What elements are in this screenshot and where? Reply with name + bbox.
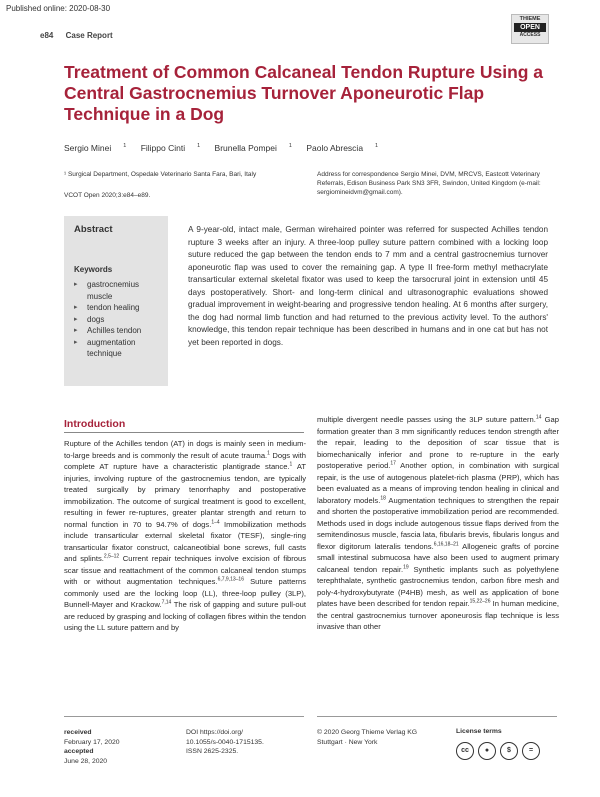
body-text: Current repair techniques involve excision of fibrous scar tissue and reattachment of the common calcaneal tendon stumps with or without augmentation techniques. — [64, 554, 306, 586]
body-text: Suture patterns commonly used are the locking loop (LL), three-loop pulley (3LP), Bunnell-Mayer and Krackow. — [64, 577, 306, 609]
body-text: Augmentation techniques to strengthen the repair and shorten the postoperative immobilization period are recommended. Methods used in dogs include autogenous tissue flaps derived from the semitendinosus muscle, fascia lata, fibularis brevis, fibularis longus and flexor digitorum lateralis tendons. — [317, 495, 559, 551]
keyword: ▸ Achilles tendon — [74, 325, 166, 337]
doi-block — [186, 728, 264, 757]
article-title: Treatment of Common Calcaneal Tendon Rupture Using a Central Gastrocnemius Turnover Aponeurotic Flap Technique in a Dog — [64, 62, 544, 124]
citation-ref[interactable]: 17 — [390, 460, 396, 467]
page-number: e84 — [40, 31, 54, 40]
doi-number: 10.1055/s-0040-1715135. — [186, 738, 264, 746]
correspondence — [317, 170, 557, 197]
citation-ref[interactable]: 7,14 — [161, 599, 172, 606]
body-text: Dogs with complete AT rupture have a characteristic plantigrade stance. — [64, 450, 306, 471]
body-text: multiple divergent needle passes using the 3LP suture pattern. — [317, 415, 536, 424]
correspondence-label: Address for correspondence — [317, 171, 399, 178]
body-text: Another option, in combination with surgical repair, is the use of autogenous platelet-rich plasma (PRP), which has been evaluated as a means of improving tendon healing in clinical and laboratory models. — [317, 461, 559, 505]
author: Filippo Cinti $^1$ — [140, 143, 201, 153]
citation: VCOT Open 2020;3:e84–e89. — [64, 192, 151, 199]
keyword: ▸ tendon healing — [74, 302, 166, 314]
body-text: Synthetic implants such as polyethylene terephthalate, synthetic gastrocnemius tendon, carbon fibre mesh and poly-4-hydroxybutyrate (P4HB) mesh, as well as application of bone plates have been described for tendon repair. — [317, 564, 559, 608]
affiliation: ¹ Surgical Department, Ospedale Veterinario Santa Fara, Bari, Italy — [64, 171, 257, 178]
nd-icon: = — [522, 742, 540, 760]
cc-icon: cc — [456, 742, 474, 760]
nc-icon: $ — [500, 742, 518, 760]
citation-ref[interactable]: 19 — [403, 563, 409, 570]
by-icon: ● — [478, 742, 496, 760]
section-label: Case Report — [65, 31, 113, 40]
citation-ref[interactable]: 15,22–26 — [469, 598, 491, 605]
issn: ISSN 2625-2325. — [186, 748, 239, 755]
accepted-date: June 28, 2020 — [64, 757, 108, 765]
body-text: Rupture of the Achilles tendon (AT) in dogs is mainly seen in medium-to-large breeds and is commonly the result of acute trauma. — [64, 439, 306, 460]
citation-ref[interactable]: 18 — [380, 494, 386, 501]
accepted-label: accepted — [64, 748, 94, 755]
published-online: Published online: 2020-08-30 — [6, 4, 111, 13]
citation-ref[interactable]: 14 — [535, 414, 542, 421]
footer-rule — [64, 716, 304, 717]
author: Paolo Abrescia $^1$ — [306, 143, 379, 153]
keyword: ▸ dogs — [74, 314, 166, 326]
abstract-heading: Abstract — [74, 224, 113, 235]
received-date: February 17, 2020 — [64, 738, 120, 746]
copyright-block: © 2020 Georg Thieme Verlag KG Stuttgart · New York — [317, 729, 418, 746]
abstract-text: A 9-year-old, intact male, German wirehaired pointer was referred for suspected Achilles tendon rupture 3 weeks after an injury. A three-loop pulley suture pattern combined with a locking loop suture reduced the gap between the tendon ends to 7 mm and a central gastrocnemius turnover aponeurotic flap was used to cover the remaining gap. A type II free-form methyl methacrylate transarticular external skeletal fixator was used to keep the tarsocrural joint in extension until 45 days postoperatively. Short- and long-term clinical and ultrasonographic evaluations showed gradual improvement in weight-bearing and progressive tendon healing. At 6 months after surgery, the dog had normal limb function and had returned to the previous activity level. To the authors' knowledge, this tendon repair technique has been described in humans and in one cat but has not yet been reported in dogs. — [188, 225, 548, 347]
body-text: Allogeneic grafts of porcine small intestinal submucosa have also been used to augment primary calcaneal tendon repair. — [317, 541, 559, 574]
open-access-badge — [511, 14, 549, 44]
keywords-heading: Keywords — [74, 265, 113, 274]
badge-top: THIEME — [519, 16, 541, 22]
author-list — [64, 143, 390, 153]
body-column-right — [317, 414, 559, 633]
citation-ref[interactable]: 1 — [289, 461, 293, 468]
introduction-heading: Introduction — [64, 418, 126, 430]
citation-ref[interactable]: 1–4 — [211, 518, 220, 525]
keyword: ▸ augmentation technique — [74, 337, 166, 360]
author: Sergio Minei $^1$ — [64, 143, 127, 153]
footer-rule — [317, 716, 557, 717]
body-column-left — [64, 438, 306, 634]
citation-ref[interactable]: 6,7,9,13–16 — [217, 576, 244, 583]
body-text: AT injuries, involving rupture of the gastrocnemius tendon, are typically treated surgically by primary tenorrhaphy and postoperative immobilization. The outcome of surgical treatment is good to excellent, resulting in fewer re-ruptures, greater plantar strength and return to normal function in 70 to 94.7% of dogs. — [64, 462, 306, 529]
dates-block — [64, 728, 120, 766]
badge-mid: OPEN — [514, 23, 546, 32]
keyword: ▸ gastrocnemius muscle — [74, 279, 166, 302]
license-heading: License terms — [456, 728, 502, 735]
citation-ref[interactable]: 6,16,18–21 — [433, 540, 459, 547]
body-text: Immobilization methods include transarticular external skeletal fixator (TESF), single-ring transarticular fixator construct, calcaneotibial bone screws, full casts and splints. — [64, 519, 306, 563]
author: Brunella Pompei $^1$ — [214, 143, 292, 153]
body-text: Gap formation greater than 3 mm significantly reduces tendon strength after the repair, leading to the deposition of scar tissue that is biomechanically inferior and prone to re-rupture in the early postoperative period. — [317, 415, 559, 470]
body-text: The risk of gapping and suture pull-out are reduced by grasping and locking of collagen fibres within the tendon using the LL suture pattern and by — [64, 600, 306, 632]
running-header — [40, 31, 113, 40]
received-label: received — [64, 729, 92, 736]
badge-bottom: ACCESS — [519, 32, 541, 39]
keyword-list — [74, 279, 166, 360]
correspondence-text: Sergio Minei, DVM, MRCVS, Eastcott Veterinary Referrals, Edison Business Park SN3 3FR, Swindon, United Kingdom (e-mail: sergiomineidvm@gmail.com). — [317, 171, 541, 196]
citation-ref[interactable]: 1 — [267, 449, 270, 456]
heading-rule — [64, 432, 304, 433]
doi-link[interactable]: DOI https://doi.org/ — [186, 729, 244, 736]
citation-ref[interactable]: 2,5–12 — [103, 553, 120, 560]
body-text: In human medicine, the central gastrocnemius turnover aponeurosis flap technique is less invasive than other — [317, 599, 559, 631]
